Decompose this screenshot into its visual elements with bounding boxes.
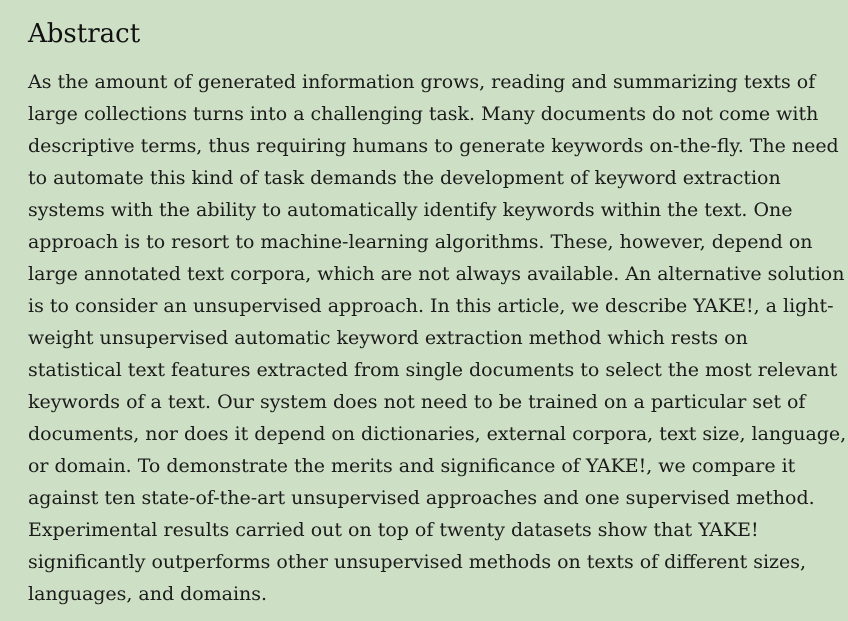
abstract-line: to automate this kind of task demands the development of keyword extraction (28, 167, 781, 189)
abstract-line: documents, nor does it depend on dictionaries, external corpora, text size, language, (28, 423, 847, 445)
abstract-line: or domain. To demonstrate the merits and significance of YAKE!, we compare it (28, 455, 796, 477)
abstract-line: significantly outperforms other unsupervised methods on texts of different sizes, (28, 551, 807, 573)
abstract-line: Experimental results carried out on top of twenty datasets show that YAKE! (28, 519, 759, 541)
abstract-line: is to consider an unsupervised approach. In this article, we describe YAKE!, a light- (28, 295, 834, 317)
abstract-line: As the amount of generated information grows, reading and summarizing texts of (28, 71, 816, 93)
abstract-line: against ten state-of-the-art unsupervised approaches and one supervised method. (28, 487, 815, 509)
abstract-line: languages, and domains. (28, 583, 268, 605)
abstract-line: keywords of a text. Our system does not need to be trained on a particular set of (28, 391, 806, 413)
abstract-line: weight unsupervised automatic keyword extraction method which rests on (28, 327, 748, 349)
abstract-line: statistical text features extracted from single documents to select the most relevant (28, 359, 838, 381)
abstract-line: descriptive terms, thus requiring humans to generate keywords on-the-fly. The need (28, 135, 839, 157)
abstract-line: large collections turns into a challenging task. Many documents do not come with (28, 103, 819, 125)
abstract-heading: Abstract (28, 19, 141, 49)
abstract-line: systems with the ability to automatically identify keywords within the text. One (28, 199, 793, 221)
abstract-paragraph (28, 66, 848, 610)
abstract-line: large annotated text corpora, which are not always available. An alternative solution (28, 263, 845, 285)
abstract-line: approach is to resort to machine-learning algorithms. These, however, depend on (28, 231, 813, 253)
